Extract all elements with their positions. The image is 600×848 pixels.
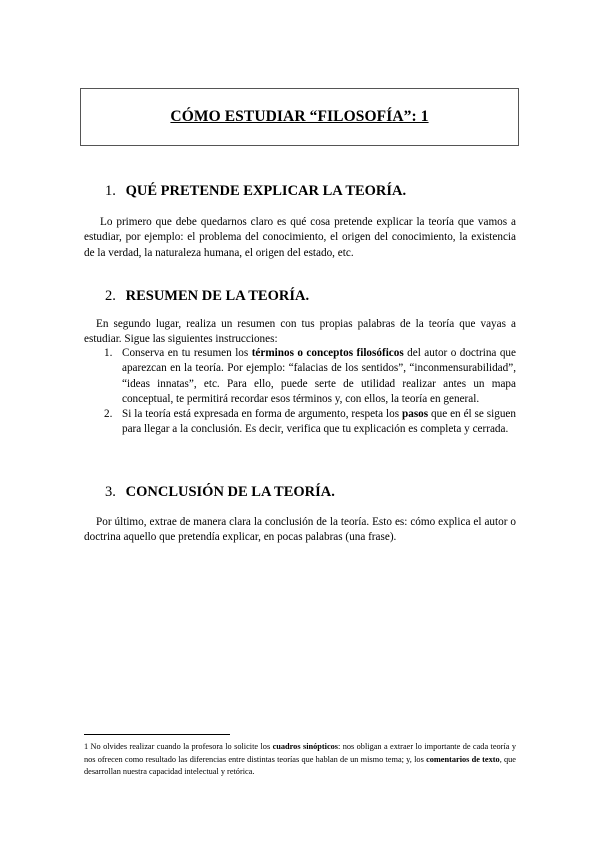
list-item-text: Si la teoría está expresada en forma de argumento, respeta los xyxy=(122,408,402,421)
list-item-bold: pasos xyxy=(402,408,429,421)
footnote-text: 1 No olvides realizar cuando la profesora lo solicite los xyxy=(84,742,273,751)
footnote-bold: cuadros sinópticos xyxy=(272,742,339,751)
section-heading-1 xyxy=(105,183,406,200)
section-heading-3 xyxy=(105,484,335,501)
list-item-bold: términos o conceptos filosóficos xyxy=(251,347,404,359)
section-2-paragraph: En segundo lugar, realiza un resumen con tus propias palabras de la teoría que vayas a estudiar. Sigue las siguientes instrucciones: xyxy=(84,318,516,346)
section-number: 3. xyxy=(105,484,116,500)
footnote-bold: comentarios de texto xyxy=(426,754,500,764)
section-title: RESUMEN DE LA TEORÍA. xyxy=(125,288,310,304)
list-item-text: del autor o doctrina que aparezcan en la teoría. Por ejemplo: “falacias de los sentidos”, “inconmensurabilidad”, “ideas innatas”, etc. Para ello, puede serte de utilidad realizar antes un mapa conceptual, te permitirá recordar esos términos y, con ellos, la teoría en general. xyxy=(122,347,516,405)
section-title: CONCLUSIÓN DE LA TEORÍA. xyxy=(125,484,335,500)
section-title: QUÉ PRETENDE EXPLICAR LA TEORÍA. xyxy=(125,183,407,199)
footnote-text: : nos obligan a extraer lo importante de cada teoría y nos ofrecen como resultado las diferencias entre distintas teorías que hablan de un mismo tema; y, los xyxy=(84,742,516,764)
title-box xyxy=(80,88,519,146)
list-item-number: 1. xyxy=(104,347,113,359)
footnote-separator xyxy=(84,734,230,735)
list-item xyxy=(104,407,516,438)
section-number: 1. xyxy=(105,183,116,199)
section-heading-2 xyxy=(105,288,309,305)
list-item-number: 2. xyxy=(104,408,113,421)
list-item-text: Conserva en tu resumen los xyxy=(122,347,252,359)
section-1-paragraph: Lo primero que debe quedarnos claro es qué cosa pretende explicar la teoría que vamos a estudiar, por ejemplo: el problema del conocimiento, el origen del conocimiento, la existencia de la verdad, la naturaleza humana, el origen del estado, etc. xyxy=(84,216,516,259)
instruction-list xyxy=(104,346,516,438)
document-title: CÓMO ESTUDIAR “FILOSOFÍA”: 1 xyxy=(170,108,429,125)
section-number: 2. xyxy=(105,288,116,304)
section-3-paragraph: Por último, extrae de manera clara la conclusión de la teoría. Esto es: cómo explica el autor o doctrina aquello que pretendía explicar, en pocas palabras (una frase). xyxy=(84,516,516,544)
list-item-text: que en él se siguen para llegar a la conclusión. Es decir, verifica que tu explicación es completa y cerrada. xyxy=(122,408,516,436)
footnote-text: , que desarrollan nuestra capacidad intelectual y retórica. xyxy=(84,754,516,776)
footnote xyxy=(84,741,516,779)
list-item xyxy=(104,346,516,407)
